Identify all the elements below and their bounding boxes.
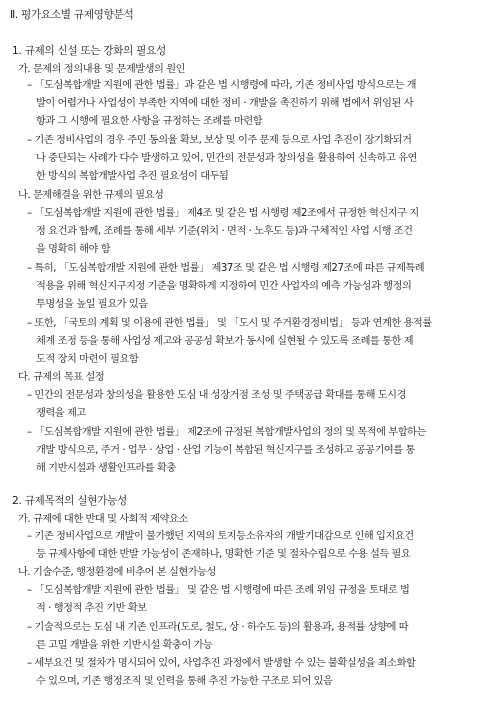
paragraph-line: 을 명확히 해야 함 bbox=[36, 244, 111, 255]
subheading-2-na: 나. 기술수준, 행정환경에 비추어 본 실현가능성 bbox=[18, 567, 216, 578]
paragraph-line: – 기존 정비사업으로 개발이 불가했던 지역의 토지등소유자의 개발기대감으로 인해 입지요건 bbox=[27, 531, 414, 542]
paragraph-line: 수 있으며, 기존 행정조직 및 인력을 통해 추진 가능한 구조로 되어 있음 bbox=[36, 676, 333, 687]
paragraph-line: 적 · 행정적 추진 기반 확보 bbox=[36, 603, 147, 614]
subheading-1-na: 나. 문제해결을 위한 규제의 필요성 bbox=[18, 190, 164, 201]
paragraph-line: – 민간의 전문성과 창의성을 활용한 도심 내 성장거점 조성 및 주택공급 확대를 통해 도시경 bbox=[27, 390, 406, 401]
paragraph-line: 발이 어렵거나 사업성이 부족한 지역에 대한 정비 · 개발을 촉진하기 위해 법에서 위임된 사 bbox=[36, 98, 414, 109]
paragraph-line: 쟁력을 제고 bbox=[36, 408, 86, 419]
subheading-2-ga: 가. 규제에 대한 반대 및 사회적 제약요소 bbox=[18, 514, 188, 525]
paragraph-line: – 「도심복합개발 지원에 관한 법률」 제4조 및 같은 법 시행령 제2조에서 규정한 혁신지구 지 bbox=[27, 208, 419, 219]
paragraph-line: 도적 장치 마련이 필요함 bbox=[36, 354, 139, 365]
paragraph-line: 등 규제사항에 대한 반발 가능성이 존재하나, 명확한 기준 및 절차수립으로 수용 설득 필요 bbox=[36, 549, 411, 560]
paragraph-line: – 「도심복합개발 지원에 관한 법률」 제2조에 규정된 복합개발사업의 정의 및 목적에 부합하는 bbox=[27, 427, 426, 438]
paragraph-line: – 「도심복합개발 지원에 관한 법률」 및 같은 법 시행령에 따른 조례 위임 규정을 토대로 법 bbox=[27, 585, 410, 596]
paragraph-line: 른 고밀 개발을 위한 기반시설 확충이 가능 bbox=[36, 640, 213, 651]
paragraph-line: – 기존 정비사업의 경우 주민 동의율 확보, 보상 및 이주 문제 등으로 사업 추진이 장기화되거 bbox=[27, 135, 412, 146]
paragraph-line: 체계 조정 등을 통해 사업성 제고와 공공성 확보가 동시에 실현될 수 있도록 조례를 통한 제 bbox=[36, 336, 414, 347]
paragraph-line: 적용을 위해 혁신지구지정 기준을 명확하게 지정하여 민간 사업자의 예측 가능성과 행정의 bbox=[36, 281, 412, 292]
paragraph-line: – 세부요건 및 절차가 명시되어 있어, 사업추진 과정에서 발생할 수 있는 불확실성을 최소화할 bbox=[27, 658, 416, 669]
paragraph-line: 한 방식의 복합개발사업 추진 필요성이 대두됨 bbox=[36, 171, 229, 182]
paragraph-line: – 「도심복합개발 지원에 관한 법률」과 같은 법 시행령에 따라, 기존 정비사업 방식으로는 개 bbox=[27, 80, 417, 91]
subheading-1-ga: 가. 문제의 정의내용 및 문제발생의 원인 bbox=[18, 64, 185, 75]
paragraph-line: 나 중단되는 사례가 다수 발생하고 있어, 민간의 전문성과 창의성을 활용하여 신속하고 유연 bbox=[36, 153, 417, 164]
paragraph-line: – 또한, 「국토의 계획 및 이용에 관한 법률」 및 「도시 및 주거환경정비법」 등과 연계한 용적률 bbox=[27, 318, 432, 329]
paragraph-line: 해 기반시설과 생활인프라를 확충 bbox=[36, 463, 176, 474]
paragraph-line: 개발 방식으로, 주거 · 업무 · 상업 · 산업 기능이 복합된 혁신지구를 조성하고 공공기여를 통 bbox=[36, 445, 415, 456]
subheading-1-da: 다. 규제의 목표 설정 bbox=[18, 372, 105, 383]
heading-1: 1. 규제의 신설 또는 강화의 필요성 bbox=[12, 45, 166, 57]
paragraph-line: 항과 그 시행에 필요한 사항을 규정하는 조례를 마련함 bbox=[36, 116, 263, 127]
paragraph-line: – 특히, 「도심복합개발 지원에 관한 법률」 제37조 및 같은 법 시행령 제27조에 따른 규제특례 bbox=[27, 263, 425, 274]
paragraph-line: 투명성을 높일 필요가 있음 bbox=[36, 299, 148, 310]
paragraph-line: 정 요건과 함께, 조례를 통해 세부 기준(위치 · 면적 · 노후도 등)과 구체적인 사업 시행 조건 bbox=[36, 226, 413, 237]
section-title: Ⅱ. 평가요소별 규제영향분석 bbox=[10, 9, 134, 21]
heading-2: 2. 규제목적의 실현가능성 bbox=[12, 495, 127, 507]
paragraph-line: – 기술적으로는 도심 내 기존 인프라(도로, 철도, 상 · 하수도 등)의 활용과, 용적률 상향에 따 bbox=[27, 622, 409, 633]
